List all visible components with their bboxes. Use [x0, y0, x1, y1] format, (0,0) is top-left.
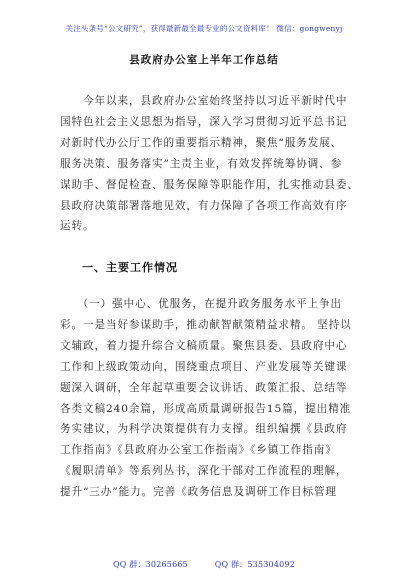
text-line: 各类文稿240余篇，形成高质量调研报告15篇，提出精准 [60, 402, 352, 415]
text-line: 今年以来，县政府办公室始终坚持以习近平新时代中 [60, 95, 348, 107]
header-note: 关注头条号“公文研究”，获得最新最全最专业的公文资料库！ 微信：gongwenyj [65, 24, 343, 33]
footer-qq-group-2: QQ 群：535304092 [214, 560, 295, 569]
text-line: 工作指南》《县政府办公室工作指南》《乡镇工作指南》 [60, 444, 337, 457]
text-line: 工作和上级政策动向，围绕重点项目、产业发展等关键课 [60, 360, 348, 373]
text-line: 文辅政，着力提升综合文稿质量。聚焦县委、县政府中心 [60, 339, 348, 352]
text-line: （一）强中心、优服务，在提升政务服务水平上争出 [60, 298, 343, 310]
text-line: 谋助手、督促检查、服务保障等职能作用，扎实推动县委、 [60, 178, 359, 191]
text-line: 《履职清单》等系列丛书，深化干部对工作流程的理解， [60, 465, 348, 478]
text-line: 提升“三办”能力。完善《政务信息及调研工作目标管理 [60, 486, 337, 499]
text-line: 服务决策、服务落实”主责主业，有效发挥统筹协调、参 [60, 157, 343, 170]
text-line: 彩。一是当好参谋助手，推动献智献策精益求精。 坚持以 [60, 318, 352, 331]
footer-qq-group-1: QQ 群：30265665 [112, 560, 188, 569]
text-line: 对新时代办公厅工作的重要指示精神，聚焦“服务发展、 [60, 136, 343, 149]
text-line: 国特色社会主义思想为指导，深入学习贯彻习近平总书记 [60, 115, 348, 128]
section-heading: 一、主要工作情况 [82, 261, 178, 274]
document-title: 县政府办公室上半年工作总结 [129, 54, 279, 66]
text-line: 题深入调研，全年起草重要会议讲话、政策汇报、总结等 [60, 381, 348, 394]
text-line: 务实建议，为科学决策提供有力支撑。组织编撰《县政府 [60, 423, 348, 436]
text-line: 县政府决策部署落地见效，有力保障了各项工作高效有序 [60, 199, 348, 212]
work-paragraph [60, 294, 352, 503]
intro-paragraph [60, 91, 359, 237]
text-line: 运转。 [60, 220, 95, 233]
footer-contact [0, 559, 408, 570]
